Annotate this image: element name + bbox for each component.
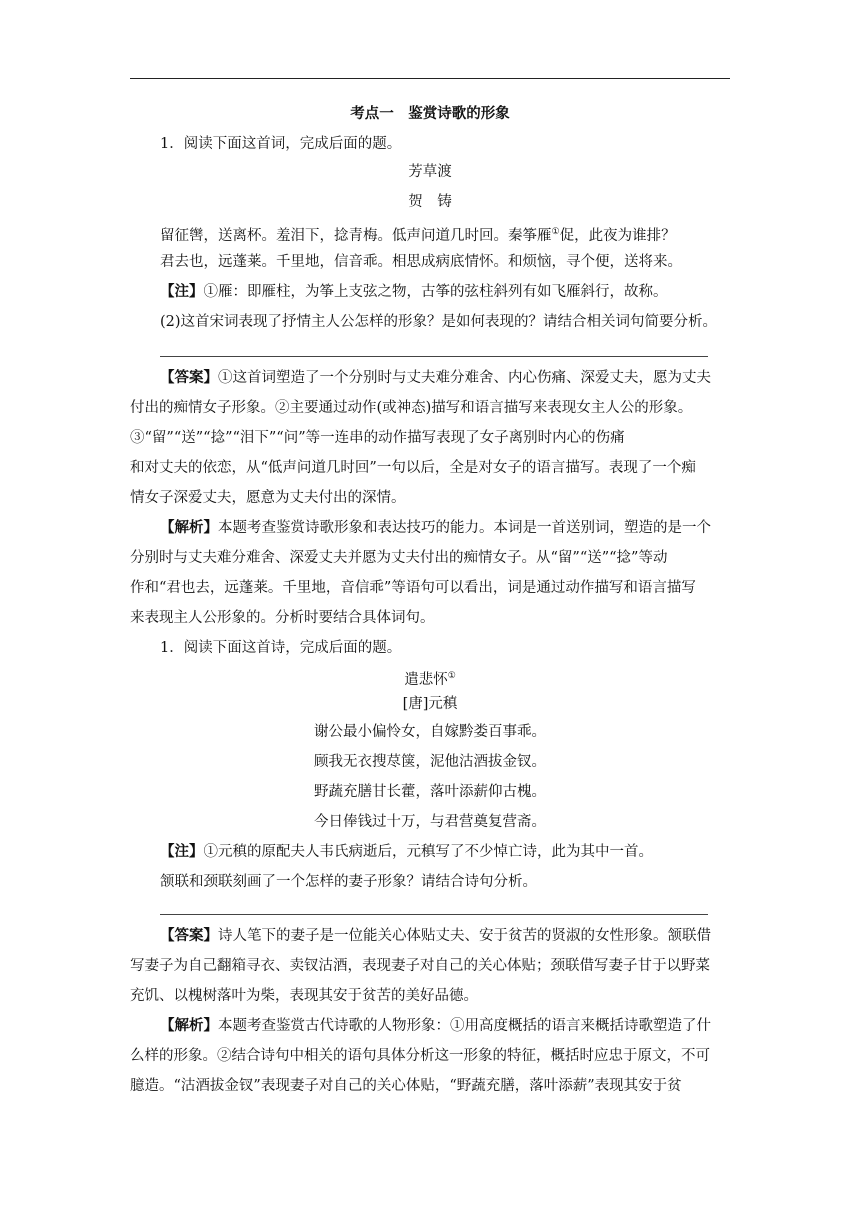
q1-answer-divider [160, 356, 708, 357]
q2-poem-line-3: 野蔬充膳甘长藿，落叶添薪仰古槐。 [314, 784, 546, 800]
q1-answer-line-2: 付出的痴情女子形象。②主要通过动作(或神态)描写和语言描写来表现女主人公的形象。 [130, 400, 693, 416]
q1-line1-part-b: 促，此夜为谁排？ [559, 227, 676, 244]
q1-answer-line-5: 情女子深爱丈夫，愿意为丈夫付出的深情。 [130, 490, 406, 506]
q1-answer-tag: 【答案】 [160, 369, 218, 386]
q1-poem-author: 贺 铸 [408, 194, 452, 210]
q2-analysis-line-1 [160, 1016, 711, 1036]
header-rule [130, 78, 730, 79]
q2-poem-line-1: 谢公最小偏怜女，自嫁黔娄百事乖。 [314, 724, 546, 740]
q1-note-tag: 【注】 [160, 283, 204, 300]
q2-question: 颔联和颈联刻画了一个怎样的妻子形象？请结合诗句分析。 [160, 874, 537, 890]
q1-footnote-marker: ① [551, 227, 560, 237]
q1-answer-line-4: 和对丈夫的依恋，从“低声问道几时回”一句以后，全是对女子的语言描写。表现了一个痴 [130, 460, 696, 476]
q2-title-footnote-marker: ① [447, 671, 456, 681]
q1-intro: 1．阅读下面这首词，完成后面的题。 [160, 136, 402, 152]
q2-poem-title [130, 666, 730, 690]
q1-analysis-line-3: 作和“君也去，远蓬莱。千里地，音信乖”等语句可以看出，词是通过动作描写和语言描写 [130, 580, 696, 596]
q1-poem-line-2: 君去也，远蓬莱。千里地，信音乖。相思成病底情怀。和烦恼，寻个便，送将来。 [160, 254, 682, 270]
section-title: 考点一 鉴赏诗歌的形象 [350, 105, 510, 122]
q1-analysis-tag: 【解析】 [160, 519, 218, 536]
q2-note-tag: 【注】 [160, 843, 204, 860]
q2-answer-tag: 【答案】 [160, 927, 218, 944]
q2-answer-text-1: 诗人笔下的妻子是一位能关心体贴丈夫、安于贫苦的贤淑的女性形象。颔联借 [218, 928, 711, 944]
q1-line1-part-a: 留征辔，送离杯。羞泪下，捻青梅。低声问道几时回。秦筝雁 [160, 227, 552, 244]
q1-answer-line-1 [160, 368, 711, 388]
q1-analysis-line-1 [160, 518, 711, 538]
q2-analysis-text-1: 本题考查鉴赏古代诗歌的人物形象：①用高度概括的语言来概括诗歌塑造了什 [218, 1018, 711, 1034]
q2-note [160, 842, 653, 862]
q1-note [160, 282, 668, 302]
q2-analysis-line-3: 臆造。“沽酒拔金钗”表现妻子对自己的关心体贴，“野蔬充膳，落叶添薪”表现其安于贫 [130, 1078, 682, 1094]
q2-poem-author: [唐]元稹 [402, 696, 458, 712]
q1-poem-line-1 [160, 222, 676, 246]
q2-answer-divider [160, 914, 708, 915]
q2-analysis-line-2: 么样的形象。②结合诗句中相关的语句具体分析这一形象的特征，概括时应忠于原文，不可 [130, 1048, 710, 1064]
q2-poem-line-4: 今日俸钱过十万，与君营奠复营斋。 [314, 814, 546, 830]
q1-note-text: ①雁：即雁柱，为筝上支弦之物，古筝的弦柱斜列有如飞雁斜行，故称。 [203, 284, 668, 300]
q1-answer-text-1: ①这首词塑造了一个分别时与丈夫难分难舍、内心伤痛、深爱丈夫，愿为丈夫 [218, 370, 711, 386]
q1-analysis-text-1: 本题考查鉴赏诗歌形象和表达技巧的能力。本词是一首送别词，塑造的是一个 [218, 520, 711, 536]
q1-analysis-line-2: 分别时与丈夫难分难舍、深爱丈夫并愿为丈夫付出的痴情女子。从“留”“送”“捻”等动 [130, 550, 668, 566]
q1-question: (2)这首宋词表现了抒情主人公怎样的形象？是如何表现的？请结合相关词句简要分析。 [160, 314, 718, 330]
q2-note-text: ①元稹的原配夫人韦氏病逝后，元稹写了不少悼亡诗，此为其中一首。 [203, 844, 653, 860]
q1-poem-title: 芳草渡 [408, 164, 452, 180]
q1-answer-line-3: ③“留”“送”“捻”“泪下”“问”等一连串的动作描写表现了女子离别时内心的伤痛 [130, 430, 625, 446]
q2-answer-line-3: 充饥、以槐树落叶为柴，表现其安于贫苦的美好品德。 [130, 988, 478, 1004]
q2-answer-line-2: 写妻子为自己翻箱寻衣、卖钗沽酒，表现妻子对自己的关心体贴；颈联借写妻子甘于以野菜 [130, 958, 710, 974]
q2-poem-line-2: 顾我无衣搜荩箧，泥他沽酒拔金钗。 [314, 754, 546, 770]
q2-analysis-tag: 【解析】 [160, 1017, 218, 1034]
q2-answer-line-1 [160, 926, 711, 946]
q2-poem-title-text: 遣悲怀 [404, 671, 448, 688]
q1-analysis-line-4: 来表现主人公形象的。分析时要结合具体词句。 [130, 610, 435, 626]
q2-intro: 1．阅读下面这首诗，完成后面的题。 [160, 640, 402, 656]
